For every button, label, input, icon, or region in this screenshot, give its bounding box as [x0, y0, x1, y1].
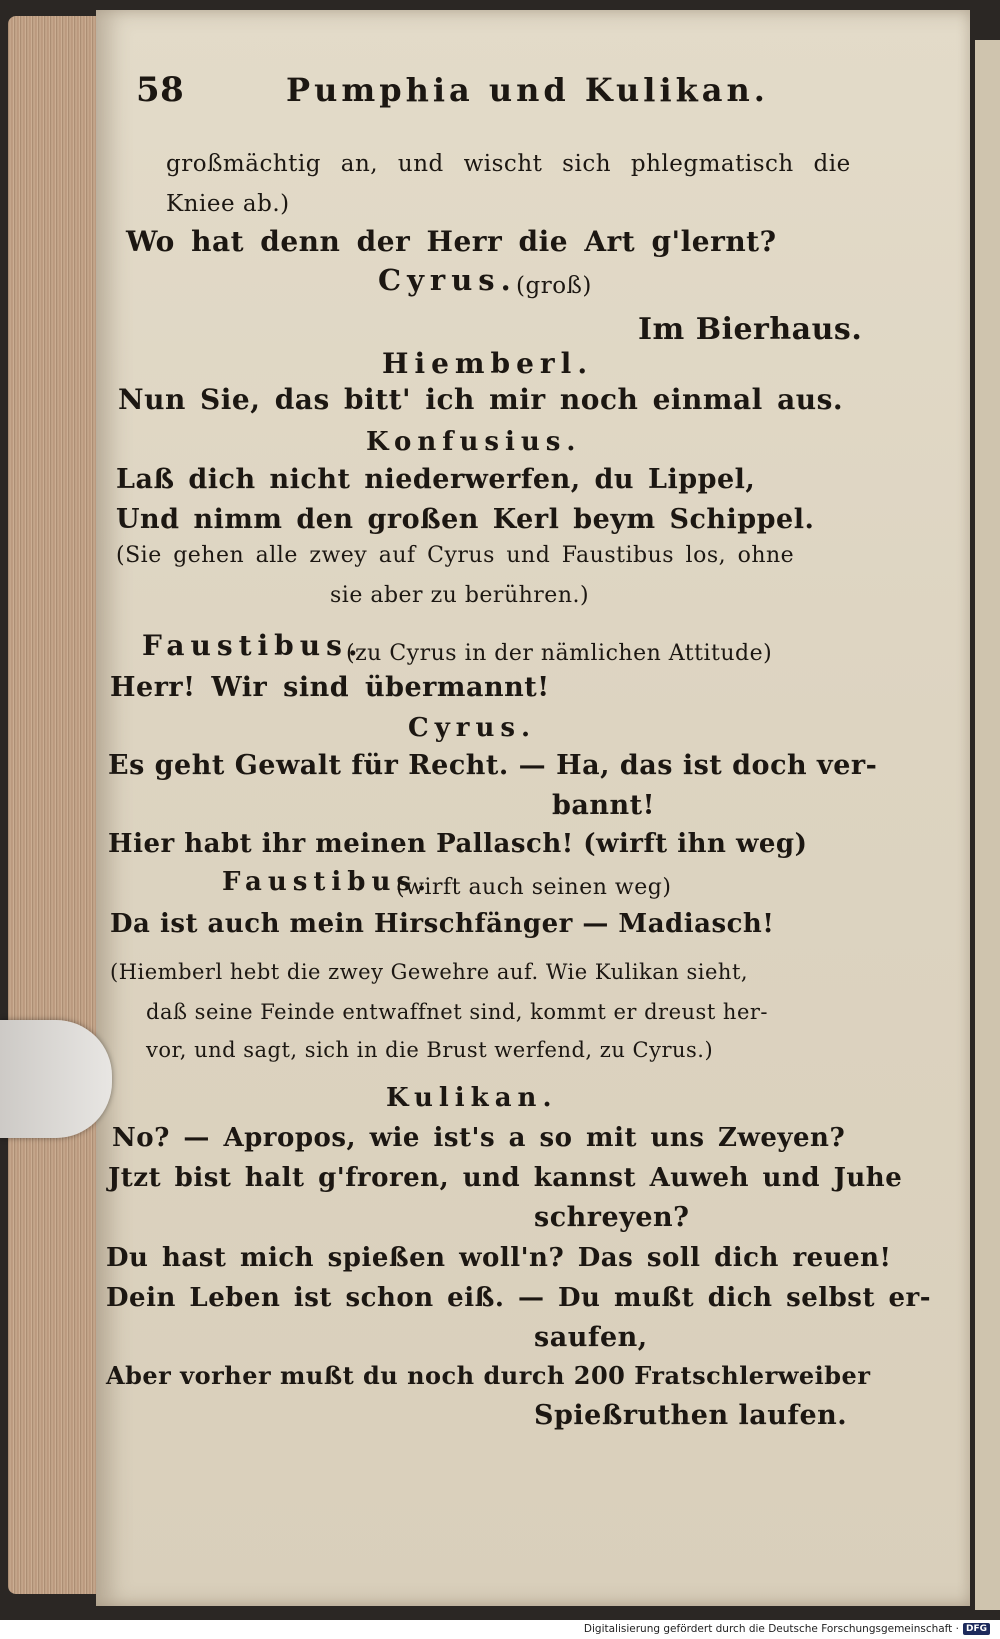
dialogue-line: schreyen?: [534, 1202, 690, 1233]
dialogue-line: Wo hat denn der Herr die Art g'lernt?: [126, 225, 777, 258]
dialogue-line: Spießruthen laufen.: [534, 1400, 848, 1431]
dialogue-line: Laß dich nicht niederwerfen, du Lippel,: [116, 464, 756, 495]
digitization-credit: [584, 1620, 990, 1638]
stage-direction: (Hiemberl hebt die zwey Gewehre auf. Wie Kulikan sieht,: [110, 960, 749, 984]
dialogue-line: Da ist auch mein Hirschfänger — Madiasch!: [110, 909, 775, 939]
dialogue-line: Im Bierhaus.: [638, 312, 863, 347]
dialogue-line: Herr! Wir sind übermannt!: [110, 672, 550, 703]
speaker-name: Hiemberl.: [382, 347, 594, 380]
stage-direction: Kniee ab.): [166, 191, 290, 217]
stage-direction: (groß): [516, 273, 592, 299]
stage-direction: (wirft auch seinen weg): [396, 875, 672, 900]
speaker-name: Cyrus.: [408, 713, 537, 743]
dialogue-line: Es geht Gewalt für Recht. — Ha, das ist doch ver-: [108, 750, 878, 781]
dialogue-line: Aber vorher mußt du noch durch 200 Fratschlerweiber: [106, 1361, 871, 1390]
facing-page-edge: [975, 40, 1000, 1610]
speaker-name: Faustibus.: [222, 867, 433, 897]
credit-text: Digitalisierung gefördert durch die Deutsche Forschungsgemeinschaft ·: [583, 1623, 959, 1635]
dialogue-line: Du hast mich spießen woll'n? Das soll dich reuen!: [106, 1243, 892, 1273]
dialogue-line: No? — Apropos, wie ist's a so mit uns Zweyen?: [112, 1123, 846, 1153]
page-number: 58: [136, 70, 185, 110]
book-page-edges: [8, 16, 103, 1594]
stage-direction: sie aber zu berühren.): [330, 583, 590, 608]
speaker-name: Cyrus.: [378, 263, 517, 297]
speaker-name: Kulikan.: [386, 1083, 558, 1113]
dialogue-line: Und nimm den großen Kerl beym Schippel.: [116, 504, 815, 535]
stage-direction: (zu Cyrus in der nämlichen Attitude): [346, 641, 773, 666]
stage-direction: daß seine Feinde entwaffnet sind, kommt er dreust her-: [146, 1000, 769, 1024]
running-title: Pumphia und Kulikan.: [286, 71, 769, 109]
stage-direction: vor, und sagt, sich in die Brust werfend, zu Cyrus.): [146, 1038, 714, 1062]
stage-direction: (Sie gehen alle zwey auf Cyrus und Faustibus los, ohne: [116, 543, 795, 568]
dialogue-line: bannt!: [552, 790, 655, 821]
dfg-logo: DFG: [963, 1623, 990, 1635]
dialogue-line: Dein Leben ist schon eiß. — Du mußt dich selbst er-: [106, 1283, 932, 1313]
dialogue-line: Nun Sie, das bitt' ich mir noch einmal aus.: [118, 383, 844, 416]
speaker-name: Konfusius.: [366, 427, 582, 457]
page-text: [96, 10, 970, 1606]
speaker-name: Faustibus.: [142, 629, 364, 662]
stage-direction: großmächtig an, und wischt sich phlegmatisch die: [166, 151, 851, 177]
dialogue-line: Hier habt ihr meinen Pallasch! (wirft ihn weg): [108, 829, 808, 859]
dialogue-line: saufen,: [534, 1322, 648, 1353]
dialogue-line: Jtzt bist halt g'froren, und kannst Auweh und Juhe: [108, 1163, 903, 1193]
